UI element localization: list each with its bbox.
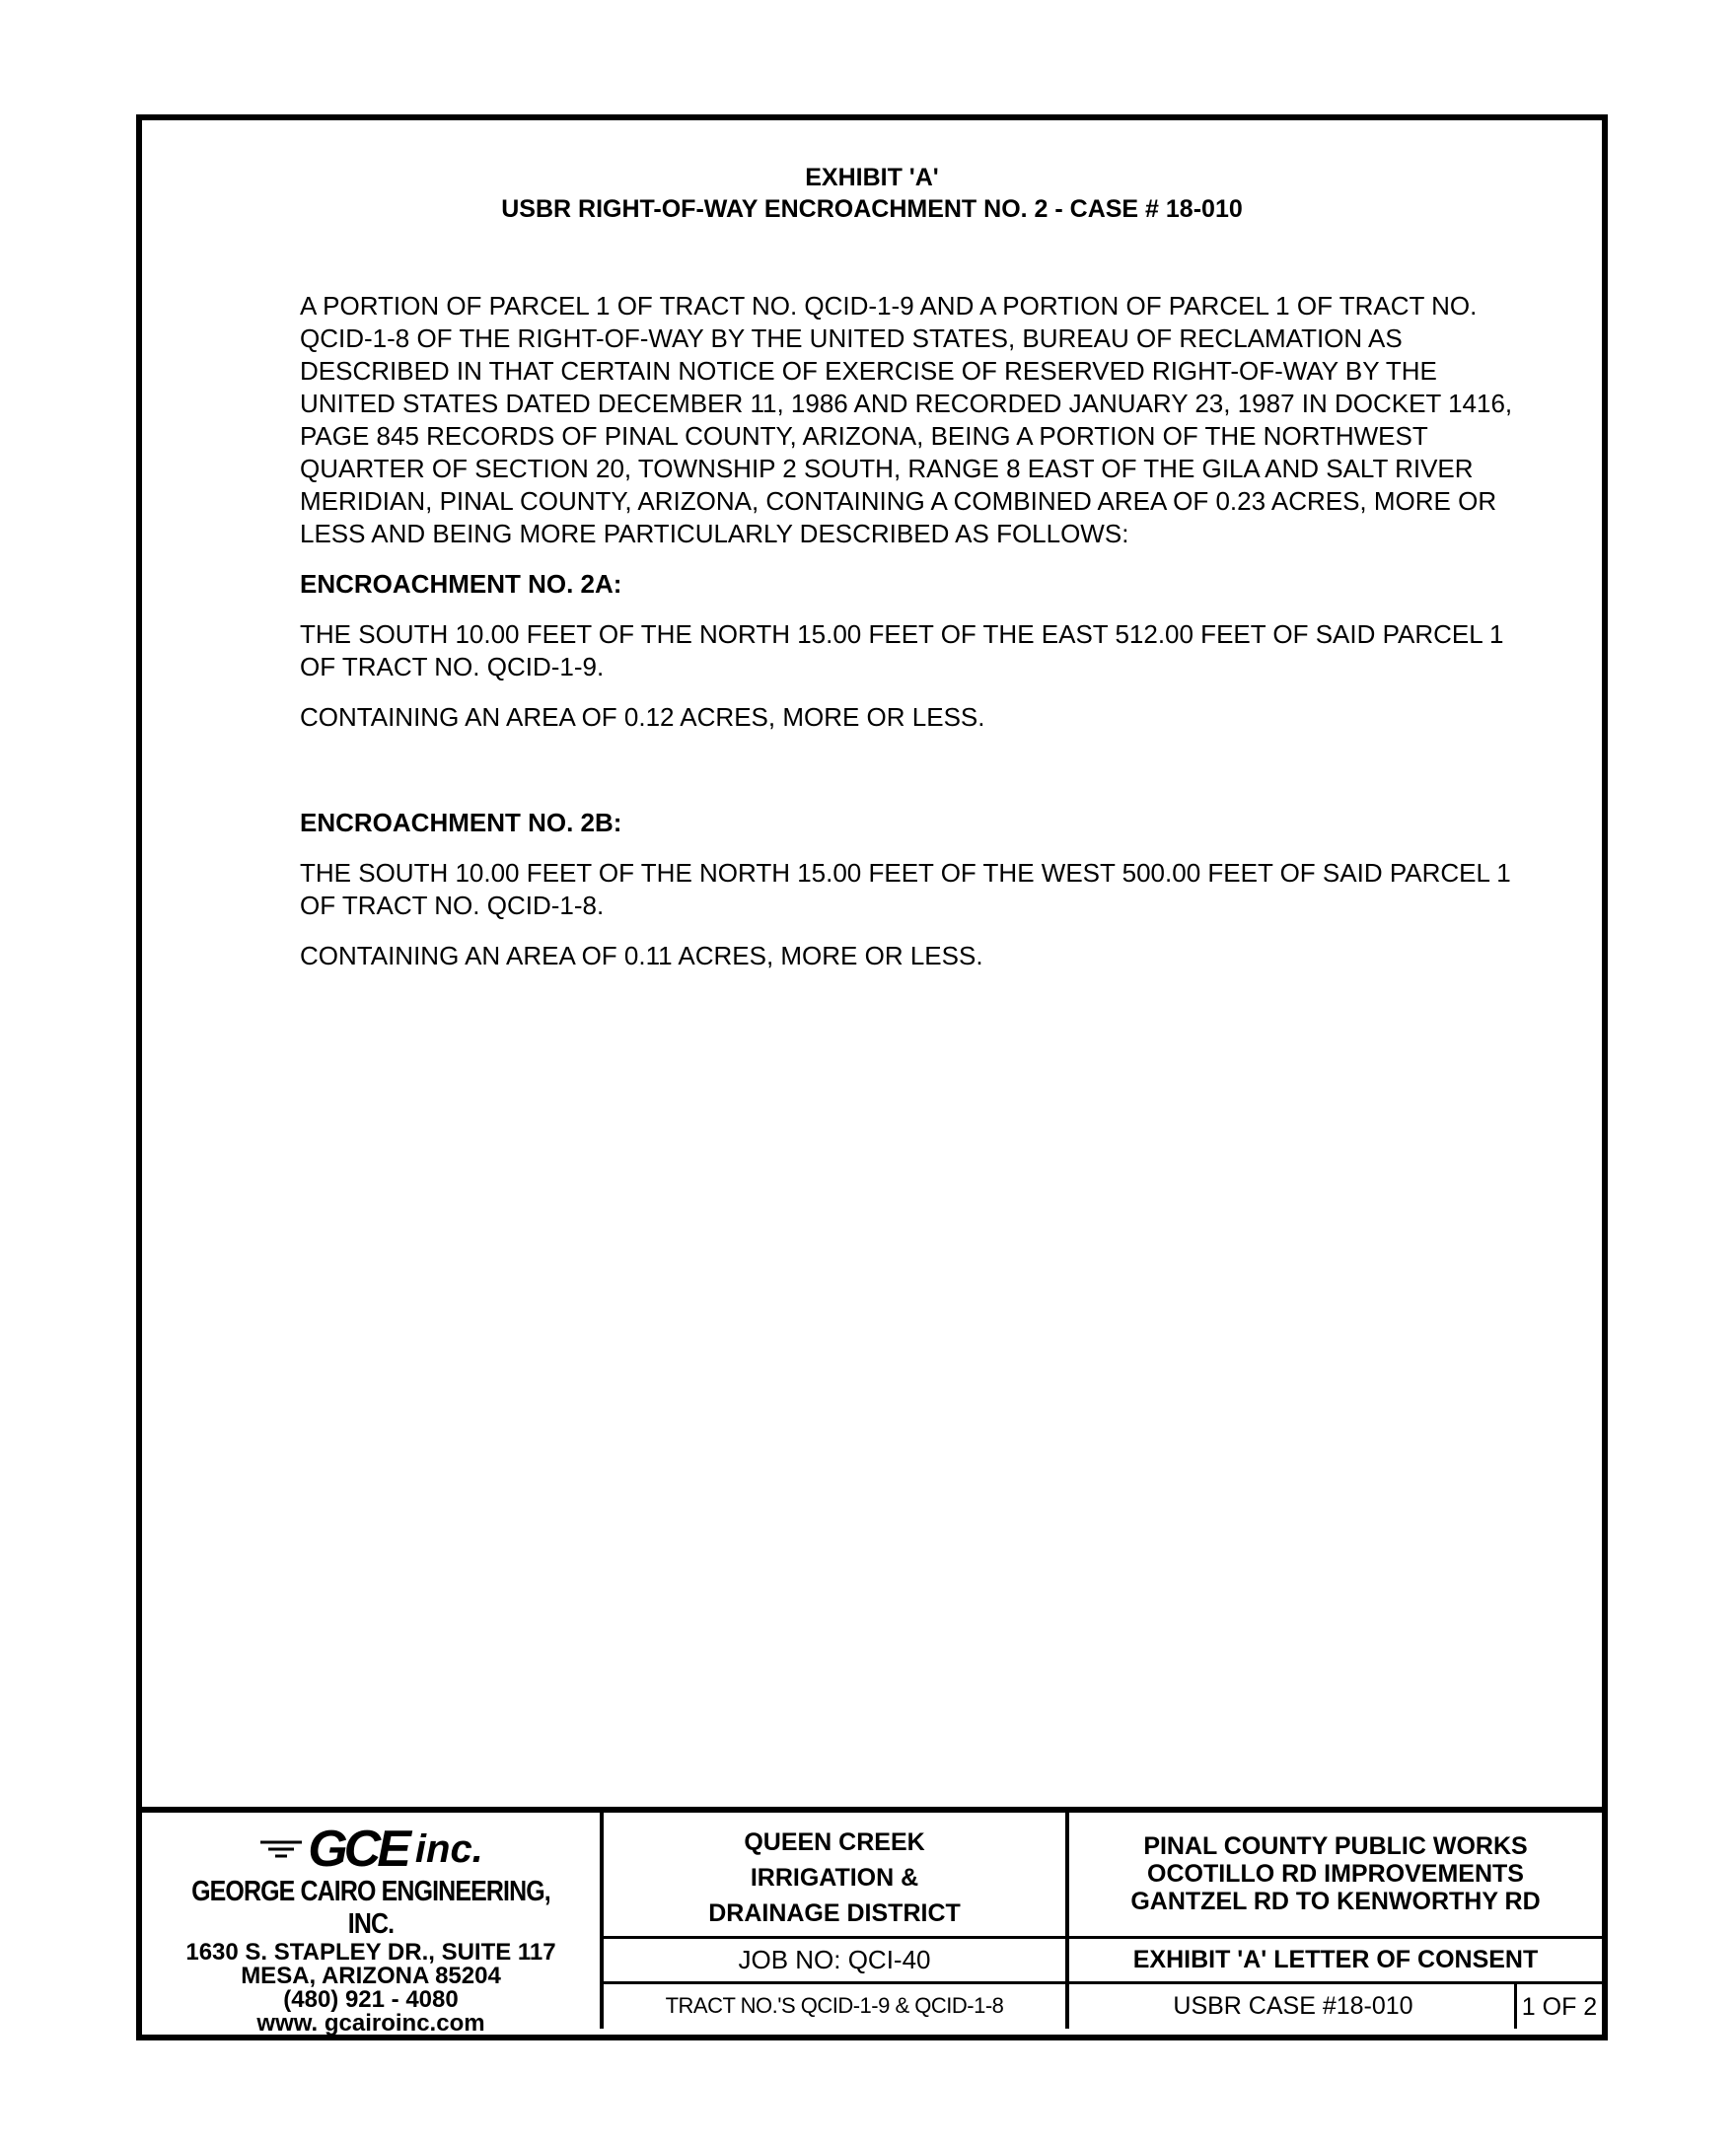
encroachment-2a-heading: ENCROACHMENT NO. 2A: (300, 569, 622, 599)
project-line1: PINAL COUNTY PUBLIC WORKS (1143, 1832, 1528, 1860)
encroachment-2b-text: THE SOUTH 10.00 FEET OF THE NORTH 15.00 FEET OF THE WEST 500.00 FEET OF SAID PARCEL 1 OF TRACT NO. QCID-1-8. (300, 858, 1511, 920)
district-line2: IRRIGATION & (750, 1864, 919, 1892)
district-cell (604, 1813, 1069, 2029)
page-header (142, 162, 1602, 225)
firm-address-line1: 1630 S. STAPLEY DR., SUITE 117 (185, 1939, 556, 1966)
firm-address-line2: MESA, ARIZONA 85204 (241, 1963, 501, 1989)
encroachment-2b-area: CONTAINING AN AREA OF 0.11 ACRES, MORE OR LESS. (300, 941, 983, 970)
tract-numbers: TRACT NO.'S QCID-1-9 & QCID-1-8 (604, 1981, 1065, 2029)
encroachment-2b-heading: ENCROACHMENT NO. 2B: (300, 808, 622, 837)
encroachment-2a-area: CONTAINING AN AREA OF 0.12 ACRES, MORE OR LESS. (300, 702, 985, 732)
page-title: EXHIBIT 'A' (805, 164, 939, 191)
firm-name: GEORGE CAIRO ENGINEERING, INC. (191, 1876, 550, 1940)
project-line3: GANTZEL RD TO KENWORTHY RD (1130, 1888, 1541, 1915)
exhibit-title: EXHIBIT 'A' LETTER OF CONSENT (1069, 1936, 1602, 1981)
usbr-case-number: USBR CASE #18-010 (1173, 1992, 1413, 2020)
firm-phone: (480) 921 - 4080 (283, 1986, 459, 2013)
encroachment-2a-text: THE SOUTH 10.00 FEET OF THE NORTH 15.00 FEET OF THE EAST 512.00 FEET OF SAID PARCEL 1 OF TRACT NO. QCID-1-9. (300, 619, 1504, 681)
district-line1: QUEEN CREEK (744, 1828, 925, 1856)
district-name (604, 1813, 1065, 1936)
project-name (1069, 1813, 1602, 1936)
logo-gce-text: GCE (308, 1821, 407, 1878)
project-line2: OCOTILLO RD IMPROVEMENTS (1147, 1860, 1524, 1888)
job-number: JOB NO: QCI-40 (604, 1936, 1065, 1981)
exhibit-sheet (136, 114, 1608, 2040)
page-subtitle: USBR RIGHT-OF-WAY ENCROACHMENT NO. 2 - CASE # 18-010 (501, 195, 1243, 223)
legal-description (300, 290, 1513, 990)
project-cell (1069, 1813, 1602, 2029)
page-number: 1 OF 2 (1514, 1984, 1602, 2029)
case-row (1069, 1981, 1602, 2029)
logo-inc-text: inc. (414, 1826, 483, 1871)
title-block (142, 1807, 1602, 2035)
firm-website: www. gcairoinc.com (256, 2010, 485, 2037)
firm-cell (142, 1813, 604, 2037)
firm-logo (142, 1821, 600, 1878)
district-line3: DRAINAGE DISTRICT (708, 1899, 961, 1927)
description-paragraph: A PORTION OF PARCEL 1 OF TRACT NO. QCID-1-9 AND A PORTION OF PARCEL 1 OF TRACT NO. QCID-1-8 OF THE RIGHT-OF-WAY BY THE UNITED STATES, BUREAU OF RECLAMATION AS DESCRIBED IN THAT CERTAIN NOTICE OF EXERCISE OF RESERVED RIGHT-OF-WAY BY THE UNITED STATES DATED DECEMBER 11, 1986 AND RECORDED JANUARY 23, 1987 IN DOCKET 1416, PAGE 845 RECORDS OF PINAL COUNTY, ARIZONA, BEING A PORTION OF THE NORTHWEST QUARTER OF SECTION 20, TOWNSHIP 2 SOUTH, RANGE 8 EAST OF THE GILA AND SALT RIVER MERIDIAN, PINAL COUNTY, ARIZONA, CONTAINING A COMBINED AREA OF 0.23 ACRES, MORE OR LESS AND BEING MORE PARTICULARLY DESCRIBED AS FOLLOWS: (300, 291, 1513, 548)
ground-symbol-icon (258, 1838, 304, 1860)
